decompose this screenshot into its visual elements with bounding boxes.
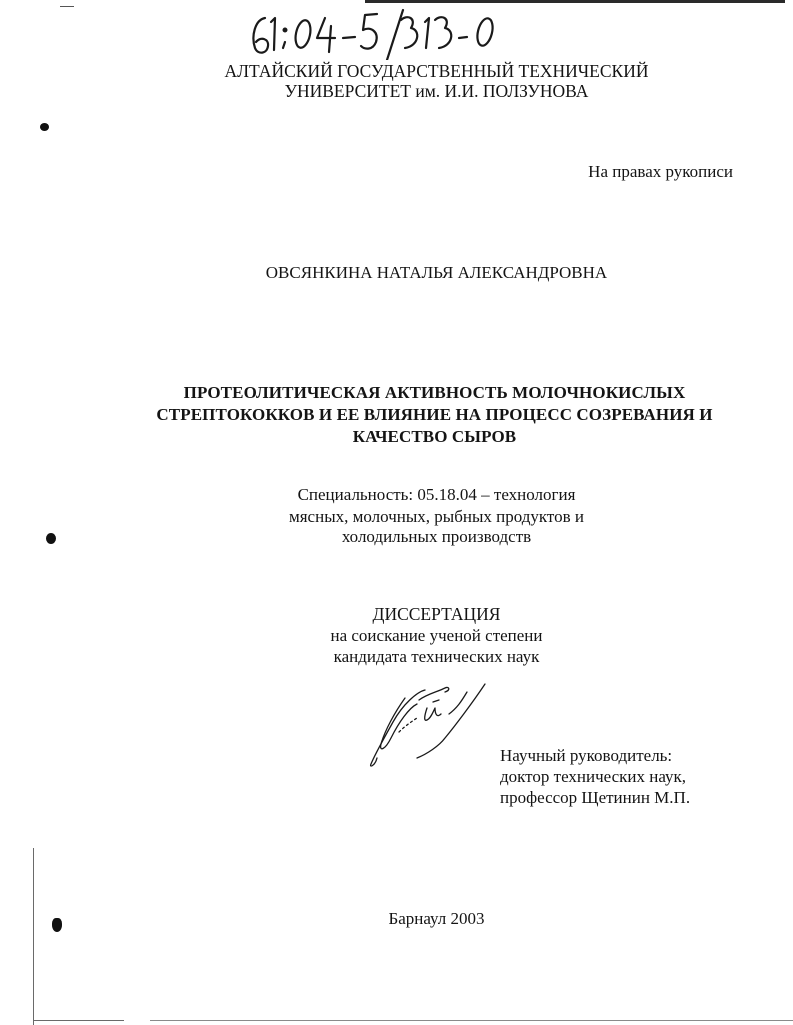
- specialty-line-3: холодильных производств: [341, 527, 532, 546]
- dissertation-title-line-2: СТРЕПТОКОККОВ И ЕЕ ВЛИЯНИЕ НА ПРОЦЕСС СОЗРЕВАНИЯ И: [156, 405, 713, 424]
- specialty-line-1: Специальность: 05.18.04 – технология: [297, 485, 576, 504]
- university-name-line-2: УНИВЕРСИТЕТ им. И.И. ПОЛЗУНОВА: [284, 81, 589, 101]
- dissertation-title-line-1: ПРОТЕОЛИТИЧЕСКАЯ АКТИВНОСТЬ МОЛОЧНОКИСЛЫХ: [183, 383, 686, 402]
- specialty-line-2: мясных, молочных, рыбных продуктов и: [288, 507, 584, 526]
- degree-line-1: на соискание ученой степени: [330, 626, 543, 645]
- supervisor-degree: доктор технических наук,: [500, 767, 687, 786]
- handwritten-signature: [365, 678, 495, 768]
- scan-bottom-rule-left: [34, 1020, 124, 1021]
- author-name: ОВСЯНКИНА НАТАЛЬЯ АЛЕКСАНДРОВНА: [265, 263, 608, 282]
- handwritten-catalog-code: [245, 8, 505, 60]
- ink-blot: [40, 123, 49, 131]
- scan-top-rule: [365, 0, 785, 3]
- supervisor-label: Научный руководитель:: [500, 746, 673, 765]
- scan-top-tick: [60, 6, 74, 7]
- dissertation-title-line-3: КАЧЕСТВО СЫРОВ: [352, 427, 517, 446]
- dissertation-label: ДИССЕРТАЦИЯ: [372, 604, 501, 624]
- university-name-line-1: АЛТАЙСКИЙ ГОСУДАРСТВЕННЫЙ ТЕХНИЧЕСКИЙ: [224, 61, 649, 81]
- scan-left-margin-line: [33, 848, 34, 1025]
- manuscript-rights-note: На правах рукописи: [588, 162, 733, 181]
- supervisor-name: профессор Щетинин М.П.: [500, 788, 691, 807]
- scan-bottom-rule: [150, 1020, 793, 1021]
- city-and-year: Барнаул 2003: [388, 909, 485, 928]
- degree-line-2: кандидата технических наук: [333, 647, 540, 666]
